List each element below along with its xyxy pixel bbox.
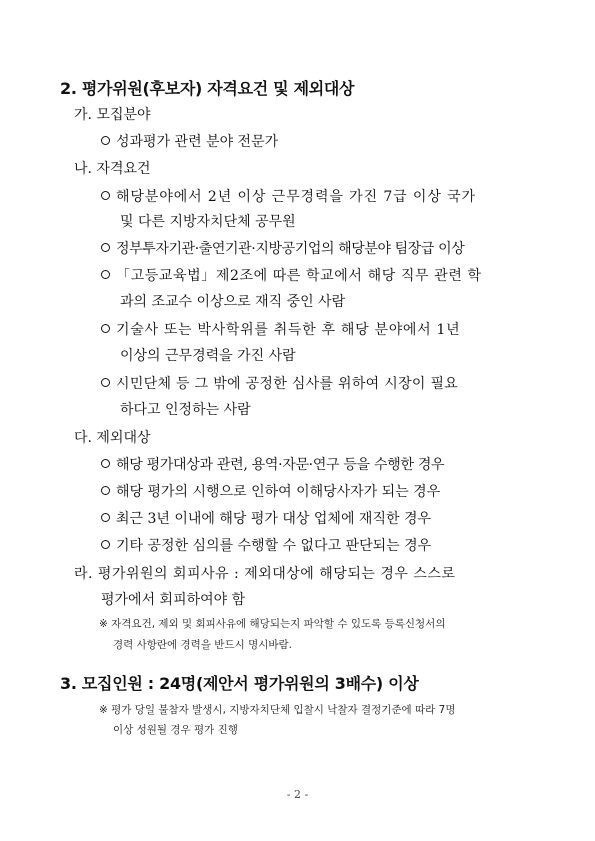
note-line: ※ 자격요건, 제외 및 회피사유에 해당되는지 파악할 수 있도록 등록신청서의: [99, 618, 446, 630]
circle-bullet-icon: [101, 378, 110, 387]
subsection-da-label: 다. 제외대상: [74, 430, 151, 446]
list-item-continuation: 이상의 근무경력을 가진 사람: [120, 348, 296, 364]
circle-bullet-icon: [101, 486, 110, 495]
list-item-continuation: 하다고 인정하는 사람: [120, 402, 251, 418]
list-item-continuation: 과의 조교수 이상으로 재직 중인 사람: [120, 294, 346, 310]
note-line: 이상 성원될 경우 평가 진행: [113, 724, 238, 736]
section-3-title: 3. 모집인원 : 24명(제안서 평가위원의 3배수) 이상: [60, 674, 419, 693]
subsection-ra-line2: 평가에서 회피하여야 함: [101, 592, 246, 608]
list-item: 성과평가 관련 분야 전문가: [101, 131, 278, 151]
list-item-continuation: 및 다른 지방자치단체 공무원: [120, 214, 296, 230]
list-item: 해당 평가대상과 관련, 용역·자문·연구 등을 수행한 경우: [101, 454, 444, 474]
circle-bullet-icon: [101, 540, 110, 549]
circle-bullet-icon: [101, 136, 110, 145]
list-item: 「고등교육법」제2조에 따른 학교에서 해당 직무 관련 학: [101, 265, 482, 285]
subsection-na-label: 나. 자격요건: [74, 161, 151, 177]
list-item: 최근 3년 이내에 해당 평가 대상 업체에 재직한 경우: [101, 508, 431, 528]
list-item: 기술사 또는 박사학위를 취득한 후 해당 분야에서 1년: [101, 319, 460, 339]
list-item: 시민단체 등 그 밖에 공정한 심사를 위하여 시장이 필요: [101, 373, 458, 393]
page-number: - 2 -: [286, 788, 309, 801]
list-item: 해당분야에서 2년 이상 근무경력을 가진 7급 이상 국가: [101, 186, 476, 206]
circle-bullet-icon: [101, 324, 110, 333]
list-item: 해당 평가의 시행으로 인하여 이해당사자가 되는 경우: [101, 481, 440, 501]
note-line: ※ 평가 당일 불참자 발생시, 지방자치단체 입찰시 낙찰자 결정기준에 따라 7명: [99, 704, 456, 716]
subsection-ga-label: 가. 모집분야: [74, 107, 151, 123]
circle-bullet-icon: [101, 513, 110, 522]
note-line: 경력 사항란에 경력을 반드시 명시바람.: [113, 639, 292, 651]
list-item: 정부투자기관·출연기관·지방공기업의 해당분야 팀장급 이상: [101, 238, 464, 258]
circle-bullet-icon: [101, 191, 110, 200]
subsection-ra-line1: 라. 평가위원의 회피사유 : 제외대상에 해당되는 경우 스스로: [74, 566, 456, 582]
circle-bullet-icon: [101, 270, 110, 279]
section-2-title: 2. 평가위원(후보자) 자격요건 및 제외대상: [60, 79, 355, 98]
list-item: 기타 공정한 심의를 수행할 수 없다고 판단되는 경우: [101, 535, 431, 555]
circle-bullet-icon: [101, 459, 110, 468]
circle-bullet-icon: [101, 243, 110, 252]
